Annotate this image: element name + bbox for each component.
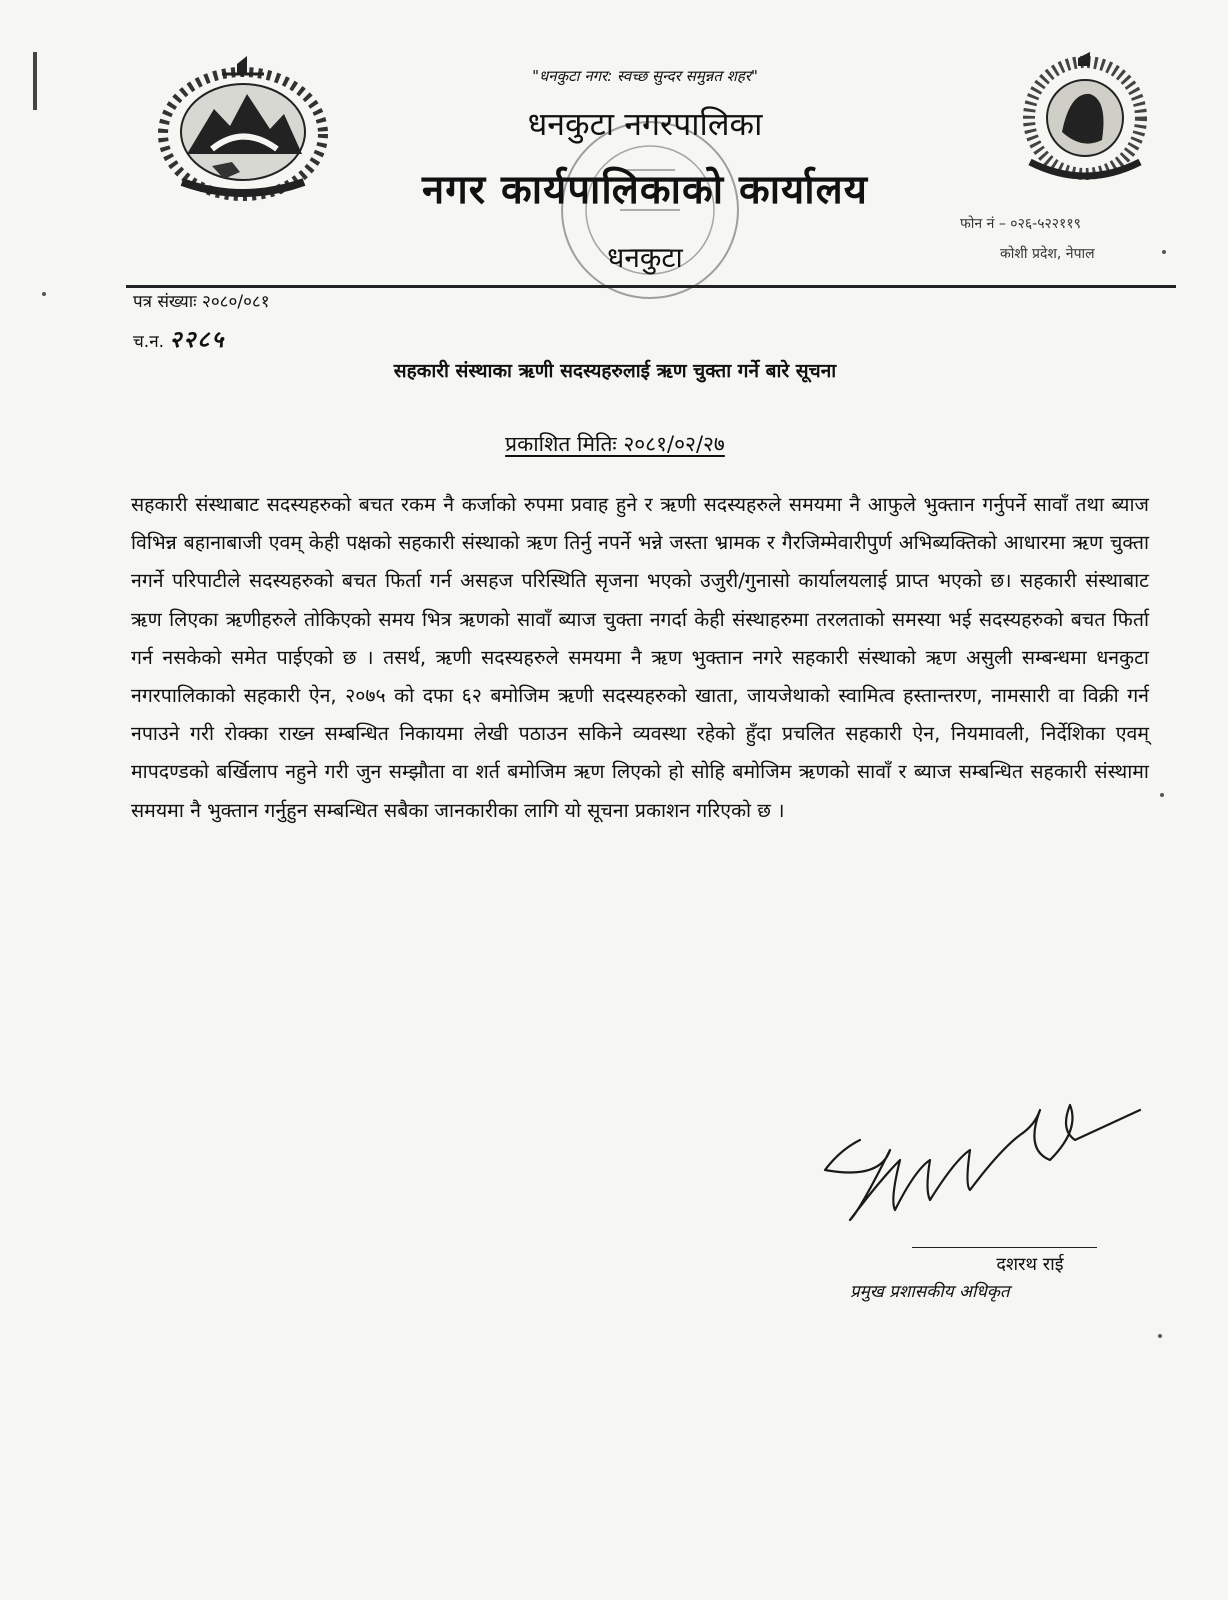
scan-speck <box>1162 250 1166 254</box>
province-address: कोशी प्रदेश, नेपाल <box>1000 246 1095 262</box>
signature-line <box>912 1247 1097 1248</box>
published-date: प्रकाशित मितिः २०८१/०२/२७ <box>505 432 725 456</box>
header-divider <box>126 285 1176 288</box>
scan-speck <box>42 292 46 296</box>
office-location: धनकुटा <box>607 241 683 274</box>
phone-number: फोन नं – ०२६-५२२११९ <box>960 216 1081 232</box>
scan-speck <box>1158 1334 1162 1338</box>
signatory-designation: प्रमुख प्रशासकीय अधिकृत <box>850 1282 1010 1302</box>
dispatch-value: २२८५ <box>169 327 226 353</box>
municipality-name: धनकुटा नगरपालिका <box>527 105 763 143</box>
nepal-government-emblem-icon <box>152 54 334 204</box>
notice-body <box>131 486 1149 830</box>
signatory-name: दशरथ राई <box>996 1254 1064 1275</box>
dispatch-number <box>133 322 225 354</box>
municipality-slogan: "धनकुटा नगर: स्वच्छ सुन्दर समुन्नत शहर" <box>532 67 758 85</box>
notice-paragraph: सहकारी संस्थाबाट सदस्यहरुको बचत रकम नै कर्जाको रुपमा प्रवाह हुने र ऋणी सदस्यहरुले समयमा नै आफुले भुक्तान गर्नुपर्ने सावाँ तथा ब्याज विभिन्न बहानाबाजी एवम् केही पक्षको सहकारी संस्थाको ऋण तिर्नु नपर्ने भन्ने जस्ता भ्रामक र गैरजिम्मेवारीपुर्ण अभिब्यक्तिको आधारमा ऋण चुक्ता नगर्ने परिपाटीले सदस्यहरुको बचत फिर्ता गर्न असहज परिस्थिति सृजना भएको उजुरी/गुनासो कार्यालयलाई प्राप्त भएको छ। सहकारी संस्थाबाट ऋण लिएका ऋणीहरुले तोकिएको समय भित्र ऋणको सावाँ ब्याज चुक्ता नगर्दा केही संस्थाहरुमा तरलताको समस्या भई सदस्यहरुको बचत फिर्ता गर्न नसकेको समेत पाईएको छ । तसर्थ, ऋणी सदस्यहरुले समयमा नै ऋण भुक्तान नगरे सहकारी संस्थाको ऋण असुली सम्बन्धमा धनकुटा नगरपालिकाको सहकारी ऐन, २०७५ को दफा ६२ बमोजिम ऋणी सदस्यहरुको खाता, जायजेथाको स्वामित्व हस्तान्तरण, नामसारी वा विक्री गर्न नपाउने गरी रोक्का राख्न सम्बन्धित निकायमा लेखी पठाउन सकिने व्यवस्था रहेको हुँदा प्रचलित सहकारी ऐन, नियमावली, निर्देशिका एवम् मापदण्डको बर्खिलाप नहुने गरी जुन सम्झौता वा शर्त बमोजिम ऋण लिएको हो सोहि बमोजिम ऋणको सावाँ र ब्याज सम्बन्धित सहकारी संस्थामा समयमा नै भुक्तान गर्नुहुन सम्बन्धित सबैका जानकारीका लागि यो सूचना प्रकाशन गरिएको छ । <box>131 493 1149 822</box>
letter-number: पत्र संख्याः २०८०/०८१ <box>133 292 270 312</box>
handwritten-signature-icon <box>820 1090 1160 1230</box>
municipality-logo-icon <box>1010 52 1160 192</box>
notice-subject: सहकारी संस्थाका ऋणी सदस्यहरुलाई ऋण चुक्ता गर्ने बारे सूचना <box>393 360 837 382</box>
scan-speck <box>1160 793 1164 797</box>
office-title: नगर कार्यपालिकाको कार्यालय <box>422 167 868 213</box>
margin-mark <box>33 52 37 110</box>
dispatch-label: च.न. <box>133 332 165 352</box>
